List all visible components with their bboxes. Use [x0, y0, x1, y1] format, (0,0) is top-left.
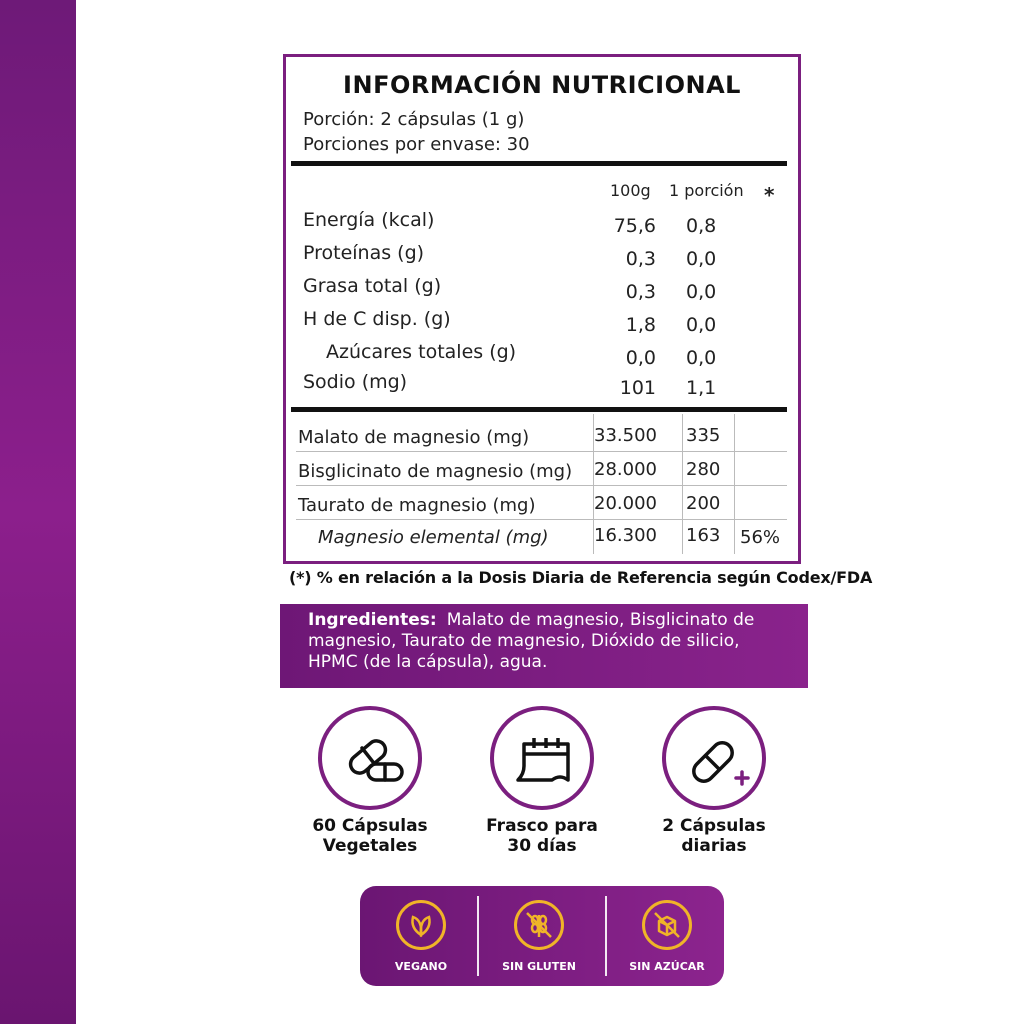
sugar-cube-crossed-icon [651, 909, 683, 941]
mineral-label: Magnesio elemental (mg) [318, 527, 549, 548]
value-dv: 56% [740, 527, 781, 548]
feature-label [462, 816, 622, 856]
value-portion: 200 [686, 493, 721, 514]
nutrient-label: Sodio (mg) [303, 371, 408, 393]
value-100g: 0,0 [625, 347, 656, 369]
value-100g: 1,8 [625, 314, 656, 336]
badge-separator [477, 896, 479, 976]
col-header-portion: 1 porción [669, 181, 744, 200]
nutrient-row-sugars [286, 341, 798, 371]
nutrient-label: Grasa total (g) [303, 275, 442, 297]
nutrient-label: H de C disp. (g) [303, 308, 451, 330]
capsule-plus-icon [686, 730, 750, 794]
value-100g: 20.000 [594, 493, 657, 514]
nutrient-label: Proteínas (g) [303, 242, 425, 264]
mineral-row-taurate [286, 487, 798, 520]
col-header-dv: * [764, 183, 775, 207]
nutrient-label: Energía (kcal) [303, 209, 435, 231]
panel-title: INFORMACIÓN NUTRICIONAL [343, 71, 741, 99]
value-portion: 163 [686, 525, 721, 546]
feature-daily [634, 706, 794, 856]
badge-gluten-free [484, 900, 594, 973]
feature-label-line2: Vegetales [322, 836, 418, 856]
ingredients-heading: Ingredientes: [308, 610, 437, 630]
value-portion: 0,0 [686, 314, 717, 336]
diet-badges-bar [360, 886, 724, 986]
ingredients-box [280, 604, 808, 688]
wheat-crossed-icon [523, 909, 555, 941]
value-portion: 0,0 [686, 347, 717, 369]
value-portion: 1,1 [686, 377, 717, 399]
mineral-row-malate [286, 419, 798, 452]
feature-label-line1: Frasco para [486, 816, 598, 836]
value-100g: 16.300 [594, 525, 657, 546]
badge-sugar-free [612, 900, 722, 973]
badge-circle [642, 900, 692, 950]
value-100g: 28.000 [594, 459, 657, 480]
value-portion: 0,8 [686, 215, 717, 237]
mineral-row-elemental [286, 519, 798, 552]
badge-vegan [366, 900, 476, 973]
serving-size: Porción: 2 cápsulas (1 g) [303, 109, 525, 130]
mineral-label: Taurato de magnesio (mg) [298, 495, 536, 516]
badge-circle [514, 900, 564, 950]
mineral-label: Bisglicinato de magnesio (mg) [298, 461, 573, 482]
servings-per-container: Porciones por envase: 30 [303, 134, 530, 155]
value-portion: 335 [686, 425, 721, 446]
badge-label: VEGANO [394, 960, 448, 973]
nutrient-row-energy [286, 209, 798, 239]
feature-circle [490, 706, 594, 810]
value-portion: 280 [686, 459, 721, 480]
value-100g: 75,6 [613, 215, 656, 237]
feature-label-line1: 2 Cápsulas [662, 816, 766, 836]
left-decorative-bar [0, 0, 76, 1024]
mid-thick-rule [291, 407, 787, 412]
capsules-icon [342, 730, 406, 794]
badge-separator [605, 896, 607, 976]
value-100g: 33.500 [594, 425, 657, 446]
calendar-icon [514, 730, 578, 794]
feature-label [634, 816, 794, 856]
badge-label: SIN GLUTEN [502, 960, 576, 973]
footnote: (*) % en relación a la Dosis Diaria de Referencia según Codex/FDA [289, 568, 873, 587]
feature-bottle [462, 706, 622, 856]
value-portion: 0,0 [686, 248, 717, 270]
feature-label-line2: 30 días [507, 836, 577, 856]
badge-label: SIN AZÚCAR [629, 960, 705, 973]
mineral-row-bisglycinate [286, 453, 798, 486]
feature-label-line2: diarias [681, 836, 747, 856]
top-thick-rule [291, 161, 787, 166]
feature-circle [318, 706, 422, 810]
feature-circle [662, 706, 766, 810]
ingredients-text: Malato de magnesio, Bisglicinato de magnesio, Taurato de magnesio, Dióxido de silicio, HPMC (de la cápsula), agua. [308, 610, 755, 672]
feature-label-line1: 60 Cápsulas [312, 816, 428, 836]
value-portion: 0,0 [686, 281, 717, 303]
badge-circle [396, 900, 446, 950]
value-100g: 0,3 [625, 248, 656, 270]
leaf-icon [405, 909, 437, 941]
value-100g: 0,3 [625, 281, 656, 303]
nutrient-row-carbs [286, 308, 798, 338]
nutrient-row-sodium [286, 371, 798, 401]
col-header-100g: 100g [610, 181, 651, 200]
value-100g: 101 [619, 377, 656, 399]
nutrient-label: Azúcares totales (g) [326, 341, 517, 363]
nutrient-row-fat [286, 275, 798, 305]
mineral-label: Malato de magnesio (mg) [298, 427, 530, 448]
feature-capsules [290, 706, 450, 856]
nutrition-facts-panel [283, 54, 801, 564]
nutrient-row-protein [286, 242, 798, 272]
feature-label [290, 816, 450, 856]
